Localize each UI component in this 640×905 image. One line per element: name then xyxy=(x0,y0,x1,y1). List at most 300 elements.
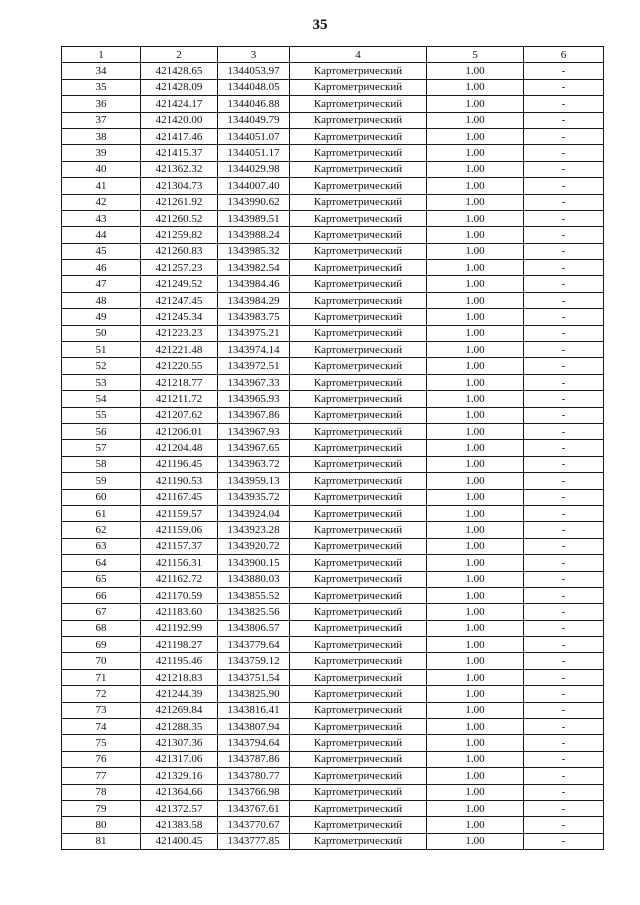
cell-x: 421218.83 xyxy=(141,669,218,685)
cell-point-number: 55 xyxy=(62,407,141,423)
cell-accuracy: 1.00 xyxy=(427,653,524,669)
cell-y: 1343989.51 xyxy=(218,210,290,226)
cell-point-number: 53 xyxy=(62,374,141,390)
cell-x: 421329.16 xyxy=(141,768,218,784)
cell-accuracy: 1.00 xyxy=(427,161,524,177)
cell-description: - xyxy=(524,571,604,587)
cell-accuracy: 1.00 xyxy=(427,800,524,816)
table-row xyxy=(62,751,604,767)
cell-point-number: 77 xyxy=(62,768,141,784)
cell-accuracy: 1.00 xyxy=(427,686,524,702)
cell-accuracy: 1.00 xyxy=(427,669,524,685)
table-row xyxy=(62,702,604,718)
cell-description: - xyxy=(524,243,604,259)
cell-method: Картометрический xyxy=(290,505,427,521)
cell-accuracy: 1.00 xyxy=(427,292,524,308)
cell-accuracy: 1.00 xyxy=(427,112,524,128)
cell-description: - xyxy=(524,719,604,735)
cell-x: 421304.73 xyxy=(141,178,218,194)
table-row xyxy=(62,391,604,407)
table-row xyxy=(62,63,604,79)
cell-method: Картометрический xyxy=(290,522,427,538)
cell-point-number: 71 xyxy=(62,669,141,685)
column-header-x: 2 xyxy=(141,47,218,63)
cell-y: 1343967.93 xyxy=(218,423,290,439)
cell-description: - xyxy=(524,309,604,325)
cell-accuracy: 1.00 xyxy=(427,768,524,784)
table-row xyxy=(62,833,604,849)
cell-y: 1343855.52 xyxy=(218,587,290,603)
table-body xyxy=(62,63,604,850)
cell-accuracy: 1.00 xyxy=(427,587,524,603)
cell-x: 421192.99 xyxy=(141,620,218,636)
table-row xyxy=(62,473,604,489)
cell-x: 421317.06 xyxy=(141,751,218,767)
cell-point-number: 66 xyxy=(62,587,141,603)
cell-point-number: 57 xyxy=(62,440,141,456)
cell-accuracy: 1.00 xyxy=(427,243,524,259)
cell-accuracy: 1.00 xyxy=(427,178,524,194)
cell-x: 421223.23 xyxy=(141,325,218,341)
cell-method: Картометрический xyxy=(290,292,427,308)
cell-y: 1343779.64 xyxy=(218,637,290,653)
cell-description: - xyxy=(524,423,604,439)
cell-description: - xyxy=(524,292,604,308)
cell-x: 421400.45 xyxy=(141,833,218,849)
table-row xyxy=(62,456,604,472)
cell-method: Картометрический xyxy=(290,735,427,751)
cell-x: 421372.57 xyxy=(141,800,218,816)
table-row xyxy=(62,620,604,636)
cell-point-number: 42 xyxy=(62,194,141,210)
cell-x: 421167.45 xyxy=(141,489,218,505)
cell-y: 1344053.97 xyxy=(218,63,290,79)
cell-y: 1343794.64 xyxy=(218,735,290,751)
cell-method: Картометрический xyxy=(290,260,427,276)
cell-description: - xyxy=(524,407,604,423)
cell-point-number: 36 xyxy=(62,96,141,112)
cell-description: - xyxy=(524,178,604,194)
cell-method: Картометрический xyxy=(290,342,427,358)
cell-accuracy: 1.00 xyxy=(427,833,524,849)
cell-description: - xyxy=(524,145,604,161)
cell-accuracy: 1.00 xyxy=(427,784,524,800)
cell-accuracy: 1.00 xyxy=(427,145,524,161)
cell-point-number: 37 xyxy=(62,112,141,128)
table-row xyxy=(62,817,604,833)
cell-accuracy: 1.00 xyxy=(427,620,524,636)
cell-accuracy: 1.00 xyxy=(427,555,524,571)
cell-description: - xyxy=(524,522,604,538)
cell-accuracy: 1.00 xyxy=(427,128,524,144)
cell-x: 421221.48 xyxy=(141,342,218,358)
cell-description: - xyxy=(524,735,604,751)
cell-method: Картометрический xyxy=(290,456,427,472)
column-header-description: 6 xyxy=(524,47,604,63)
cell-y: 1343751.54 xyxy=(218,669,290,685)
page-number: 35 xyxy=(312,17,328,33)
cell-x: 421364.66 xyxy=(141,784,218,800)
cell-point-number: 38 xyxy=(62,128,141,144)
cell-point-number: 44 xyxy=(62,227,141,243)
cell-description: - xyxy=(524,456,604,472)
cell-method: Картометрический xyxy=(290,686,427,702)
cell-method: Картометрический xyxy=(290,96,427,112)
table-row xyxy=(62,538,604,554)
cell-method: Картометрический xyxy=(290,800,427,816)
cell-point-number: 76 xyxy=(62,751,141,767)
table-row xyxy=(62,571,604,587)
cell-method: Картометрический xyxy=(290,210,427,226)
table-row xyxy=(62,489,604,505)
cell-y: 1343816.41 xyxy=(218,702,290,718)
cell-method: Картометрический xyxy=(290,194,427,210)
cell-accuracy: 1.00 xyxy=(427,473,524,489)
table-row xyxy=(62,407,604,423)
table-row xyxy=(62,112,604,128)
cell-point-number: 64 xyxy=(62,555,141,571)
cell-y: 1344051.17 xyxy=(218,145,290,161)
cell-description: - xyxy=(524,555,604,571)
cell-y: 1343983.75 xyxy=(218,309,290,325)
cell-x: 421162.72 xyxy=(141,571,218,587)
table-row xyxy=(62,505,604,521)
cell-y: 1343935.72 xyxy=(218,489,290,505)
cell-y: 1343965.93 xyxy=(218,391,290,407)
cell-y: 1343923.28 xyxy=(218,522,290,538)
cell-y: 1343959.13 xyxy=(218,473,290,489)
cell-y: 1343972.51 xyxy=(218,358,290,374)
table-row xyxy=(62,342,604,358)
cell-y: 1343767.61 xyxy=(218,800,290,816)
cell-x: 421218.77 xyxy=(141,374,218,390)
cell-description: - xyxy=(524,686,604,702)
cell-accuracy: 1.00 xyxy=(427,79,524,95)
cell-point-number: 59 xyxy=(62,473,141,489)
cell-accuracy: 1.00 xyxy=(427,505,524,521)
cell-x: 421269.84 xyxy=(141,702,218,718)
table-row xyxy=(62,800,604,816)
cell-point-number: 35 xyxy=(62,79,141,95)
cell-point-number: 39 xyxy=(62,145,141,161)
cell-method: Картометрический xyxy=(290,473,427,489)
table-row xyxy=(62,276,604,292)
cell-x: 421424.17 xyxy=(141,96,218,112)
cell-y: 1343975.21 xyxy=(218,325,290,341)
cell-accuracy: 1.00 xyxy=(427,96,524,112)
column-header-point-number: 1 xyxy=(62,47,141,63)
cell-description: - xyxy=(524,505,604,521)
cell-x: 421420.00 xyxy=(141,112,218,128)
table-row xyxy=(62,719,604,735)
table-row xyxy=(62,227,604,243)
cell-method: Картометрический xyxy=(290,145,427,161)
cell-description: - xyxy=(524,358,604,374)
cell-y: 1344051.07 xyxy=(218,128,290,144)
cell-method: Картометрический xyxy=(290,653,427,669)
cell-point-number: 75 xyxy=(62,735,141,751)
cell-accuracy: 1.00 xyxy=(427,440,524,456)
cell-accuracy: 1.00 xyxy=(427,407,524,423)
cell-method: Картометрический xyxy=(290,784,427,800)
cell-point-number: 56 xyxy=(62,423,141,439)
cell-accuracy: 1.00 xyxy=(427,702,524,718)
table-row xyxy=(62,784,604,800)
cell-y: 1343806.57 xyxy=(218,620,290,636)
cell-y: 1343963.72 xyxy=(218,456,290,472)
cell-description: - xyxy=(524,817,604,833)
cell-x: 421204.48 xyxy=(141,440,218,456)
cell-description: - xyxy=(524,227,604,243)
cell-x: 421198.27 xyxy=(141,637,218,653)
cell-method: Картометрический xyxy=(290,489,427,505)
cell-y: 1343985.32 xyxy=(218,243,290,259)
cell-description: - xyxy=(524,112,604,128)
cell-description: - xyxy=(524,669,604,685)
cell-y: 1343924.04 xyxy=(218,505,290,521)
cell-y: 1344029.98 xyxy=(218,161,290,177)
cell-accuracy: 1.00 xyxy=(427,456,524,472)
cell-method: Картометрический xyxy=(290,243,427,259)
cell-method: Картометрический xyxy=(290,161,427,177)
cell-x: 421170.59 xyxy=(141,587,218,603)
cell-description: - xyxy=(524,800,604,816)
cell-y: 1344049.79 xyxy=(218,112,290,128)
cell-x: 421415.37 xyxy=(141,145,218,161)
cell-y: 1343787.86 xyxy=(218,751,290,767)
cell-point-number: 43 xyxy=(62,210,141,226)
cell-x: 421159.06 xyxy=(141,522,218,538)
cell-description: - xyxy=(524,653,604,669)
cell-method: Картометрический xyxy=(290,325,427,341)
table-row xyxy=(62,178,604,194)
cell-method: Картометрический xyxy=(290,833,427,849)
cell-description: - xyxy=(524,79,604,95)
column-header-accuracy: 5 xyxy=(427,47,524,63)
cell-point-number: 34 xyxy=(62,63,141,79)
table-row xyxy=(62,325,604,341)
cell-y: 1343990.62 xyxy=(218,194,290,210)
cell-point-number: 74 xyxy=(62,719,141,735)
cell-point-number: 61 xyxy=(62,505,141,521)
cell-description: - xyxy=(524,161,604,177)
cell-accuracy: 1.00 xyxy=(427,571,524,587)
cell-y: 1343807.94 xyxy=(218,719,290,735)
cell-point-number: 54 xyxy=(62,391,141,407)
cell-point-number: 80 xyxy=(62,817,141,833)
cell-y: 1343759.12 xyxy=(218,653,290,669)
table-row xyxy=(62,161,604,177)
cell-method: Картометрический xyxy=(290,63,427,79)
cell-method: Картометрический xyxy=(290,112,427,128)
cell-method: Картометрический xyxy=(290,374,427,390)
column-header-method: 4 xyxy=(290,47,427,63)
cell-method: Картометрический xyxy=(290,440,427,456)
cell-x: 421207.62 xyxy=(141,407,218,423)
table-row xyxy=(62,555,604,571)
cell-method: Картометрический xyxy=(290,604,427,620)
cell-method: Картометрический xyxy=(290,751,427,767)
cell-y: 1343780.77 xyxy=(218,768,290,784)
cell-accuracy: 1.00 xyxy=(427,423,524,439)
cell-x: 421247.45 xyxy=(141,292,218,308)
table-row xyxy=(62,243,604,259)
table-row xyxy=(62,194,604,210)
table-row xyxy=(62,128,604,144)
cell-y: 1344048.05 xyxy=(218,79,290,95)
cell-method: Картометрический xyxy=(290,227,427,243)
cell-point-number: 49 xyxy=(62,309,141,325)
cell-y: 1343900.15 xyxy=(218,555,290,571)
cell-method: Картометрический xyxy=(290,637,427,653)
cell-accuracy: 1.00 xyxy=(427,522,524,538)
cell-method: Картометрический xyxy=(290,571,427,587)
cell-y: 1343974.14 xyxy=(218,342,290,358)
cell-accuracy: 1.00 xyxy=(427,358,524,374)
cell-y: 1343777.85 xyxy=(218,833,290,849)
cell-point-number: 63 xyxy=(62,538,141,554)
cell-description: - xyxy=(524,751,604,767)
cell-description: - xyxy=(524,325,604,341)
cell-x: 421261.92 xyxy=(141,194,218,210)
cell-description: - xyxy=(524,768,604,784)
coordinates-table xyxy=(61,46,604,850)
cell-x: 421195.46 xyxy=(141,653,218,669)
cell-point-number: 81 xyxy=(62,833,141,849)
table-row xyxy=(62,260,604,276)
cell-method: Картометрический xyxy=(290,358,427,374)
cell-description: - xyxy=(524,833,604,849)
cell-accuracy: 1.00 xyxy=(427,604,524,620)
column-header-y: 3 xyxy=(218,47,290,63)
cell-y: 1343967.33 xyxy=(218,374,290,390)
cell-description: - xyxy=(524,538,604,554)
cell-description: - xyxy=(524,260,604,276)
cell-method: Картометрический xyxy=(290,669,427,685)
cell-description: - xyxy=(524,784,604,800)
cell-accuracy: 1.00 xyxy=(427,325,524,341)
cell-accuracy: 1.00 xyxy=(427,276,524,292)
cell-point-number: 51 xyxy=(62,342,141,358)
cell-method: Картометрический xyxy=(290,817,427,833)
cell-method: Картометрический xyxy=(290,391,427,407)
cell-method: Картометрический xyxy=(290,423,427,439)
cell-method: Картометрический xyxy=(290,178,427,194)
cell-x: 421428.09 xyxy=(141,79,218,95)
cell-x: 421245.34 xyxy=(141,309,218,325)
cell-method: Картометрический xyxy=(290,407,427,423)
cell-accuracy: 1.00 xyxy=(427,194,524,210)
cell-description: - xyxy=(524,489,604,505)
table-row xyxy=(62,423,604,439)
cell-description: - xyxy=(524,210,604,226)
table-row xyxy=(62,587,604,603)
cell-x: 421249.52 xyxy=(141,276,218,292)
cell-point-number: 78 xyxy=(62,784,141,800)
cell-point-number: 45 xyxy=(62,243,141,259)
cell-description: - xyxy=(524,194,604,210)
cell-description: - xyxy=(524,96,604,112)
table-row xyxy=(62,653,604,669)
cell-description: - xyxy=(524,342,604,358)
cell-y: 1343766.98 xyxy=(218,784,290,800)
cell-description: - xyxy=(524,276,604,292)
cell-method: Картометрический xyxy=(290,276,427,292)
cell-x: 421259.82 xyxy=(141,227,218,243)
cell-y: 1344007.40 xyxy=(218,178,290,194)
cell-x: 421183.60 xyxy=(141,604,218,620)
cell-method: Картометрический xyxy=(290,587,427,603)
cell-method: Картометрический xyxy=(290,309,427,325)
cell-point-number: 65 xyxy=(62,571,141,587)
table-row xyxy=(62,145,604,161)
cell-x: 421206.01 xyxy=(141,423,218,439)
cell-y: 1343920.72 xyxy=(218,538,290,554)
table-row xyxy=(62,96,604,112)
table-row xyxy=(62,768,604,784)
cell-description: - xyxy=(524,702,604,718)
cell-method: Картометрический xyxy=(290,128,427,144)
cell-description: - xyxy=(524,620,604,636)
cell-description: - xyxy=(524,440,604,456)
cell-point-number: 48 xyxy=(62,292,141,308)
cell-point-number: 58 xyxy=(62,456,141,472)
table-row xyxy=(62,309,604,325)
cell-x: 421190.53 xyxy=(141,473,218,489)
cell-y: 1343825.90 xyxy=(218,686,290,702)
cell-point-number: 72 xyxy=(62,686,141,702)
cell-y: 1343984.29 xyxy=(218,292,290,308)
cell-x: 421260.52 xyxy=(141,210,218,226)
cell-y: 1343880.03 xyxy=(218,571,290,587)
table-row xyxy=(62,637,604,653)
cell-method: Картометрический xyxy=(290,555,427,571)
cell-point-number: 70 xyxy=(62,653,141,669)
table-row xyxy=(62,358,604,374)
cell-x: 421157.37 xyxy=(141,538,218,554)
cell-description: - xyxy=(524,374,604,390)
cell-x: 421362.32 xyxy=(141,161,218,177)
table-row xyxy=(62,604,604,620)
cell-y: 1343770.67 xyxy=(218,817,290,833)
cell-accuracy: 1.00 xyxy=(427,210,524,226)
cell-x: 421417.46 xyxy=(141,128,218,144)
cell-accuracy: 1.00 xyxy=(427,260,524,276)
cell-point-number: 40 xyxy=(62,161,141,177)
table-row xyxy=(62,686,604,702)
cell-x: 421307.36 xyxy=(141,735,218,751)
table-row xyxy=(62,522,604,538)
cell-x: 421211.72 xyxy=(141,391,218,407)
cell-accuracy: 1.00 xyxy=(427,374,524,390)
cell-accuracy: 1.00 xyxy=(427,489,524,505)
cell-description: - xyxy=(524,128,604,144)
cell-y: 1343967.65 xyxy=(218,440,290,456)
cell-method: Картометрический xyxy=(290,620,427,636)
table-row xyxy=(62,440,604,456)
cell-point-number: 46 xyxy=(62,260,141,276)
cell-x: 421220.55 xyxy=(141,358,218,374)
cell-y: 1343825.56 xyxy=(218,604,290,620)
cell-accuracy: 1.00 xyxy=(427,227,524,243)
cell-x: 421196.45 xyxy=(141,456,218,472)
cell-x: 421159.57 xyxy=(141,505,218,521)
cell-y: 1343967.86 xyxy=(218,407,290,423)
cell-point-number: 60 xyxy=(62,489,141,505)
cell-method: Картометрический xyxy=(290,702,427,718)
cell-y: 1343984.46 xyxy=(218,276,290,292)
cell-accuracy: 1.00 xyxy=(427,637,524,653)
